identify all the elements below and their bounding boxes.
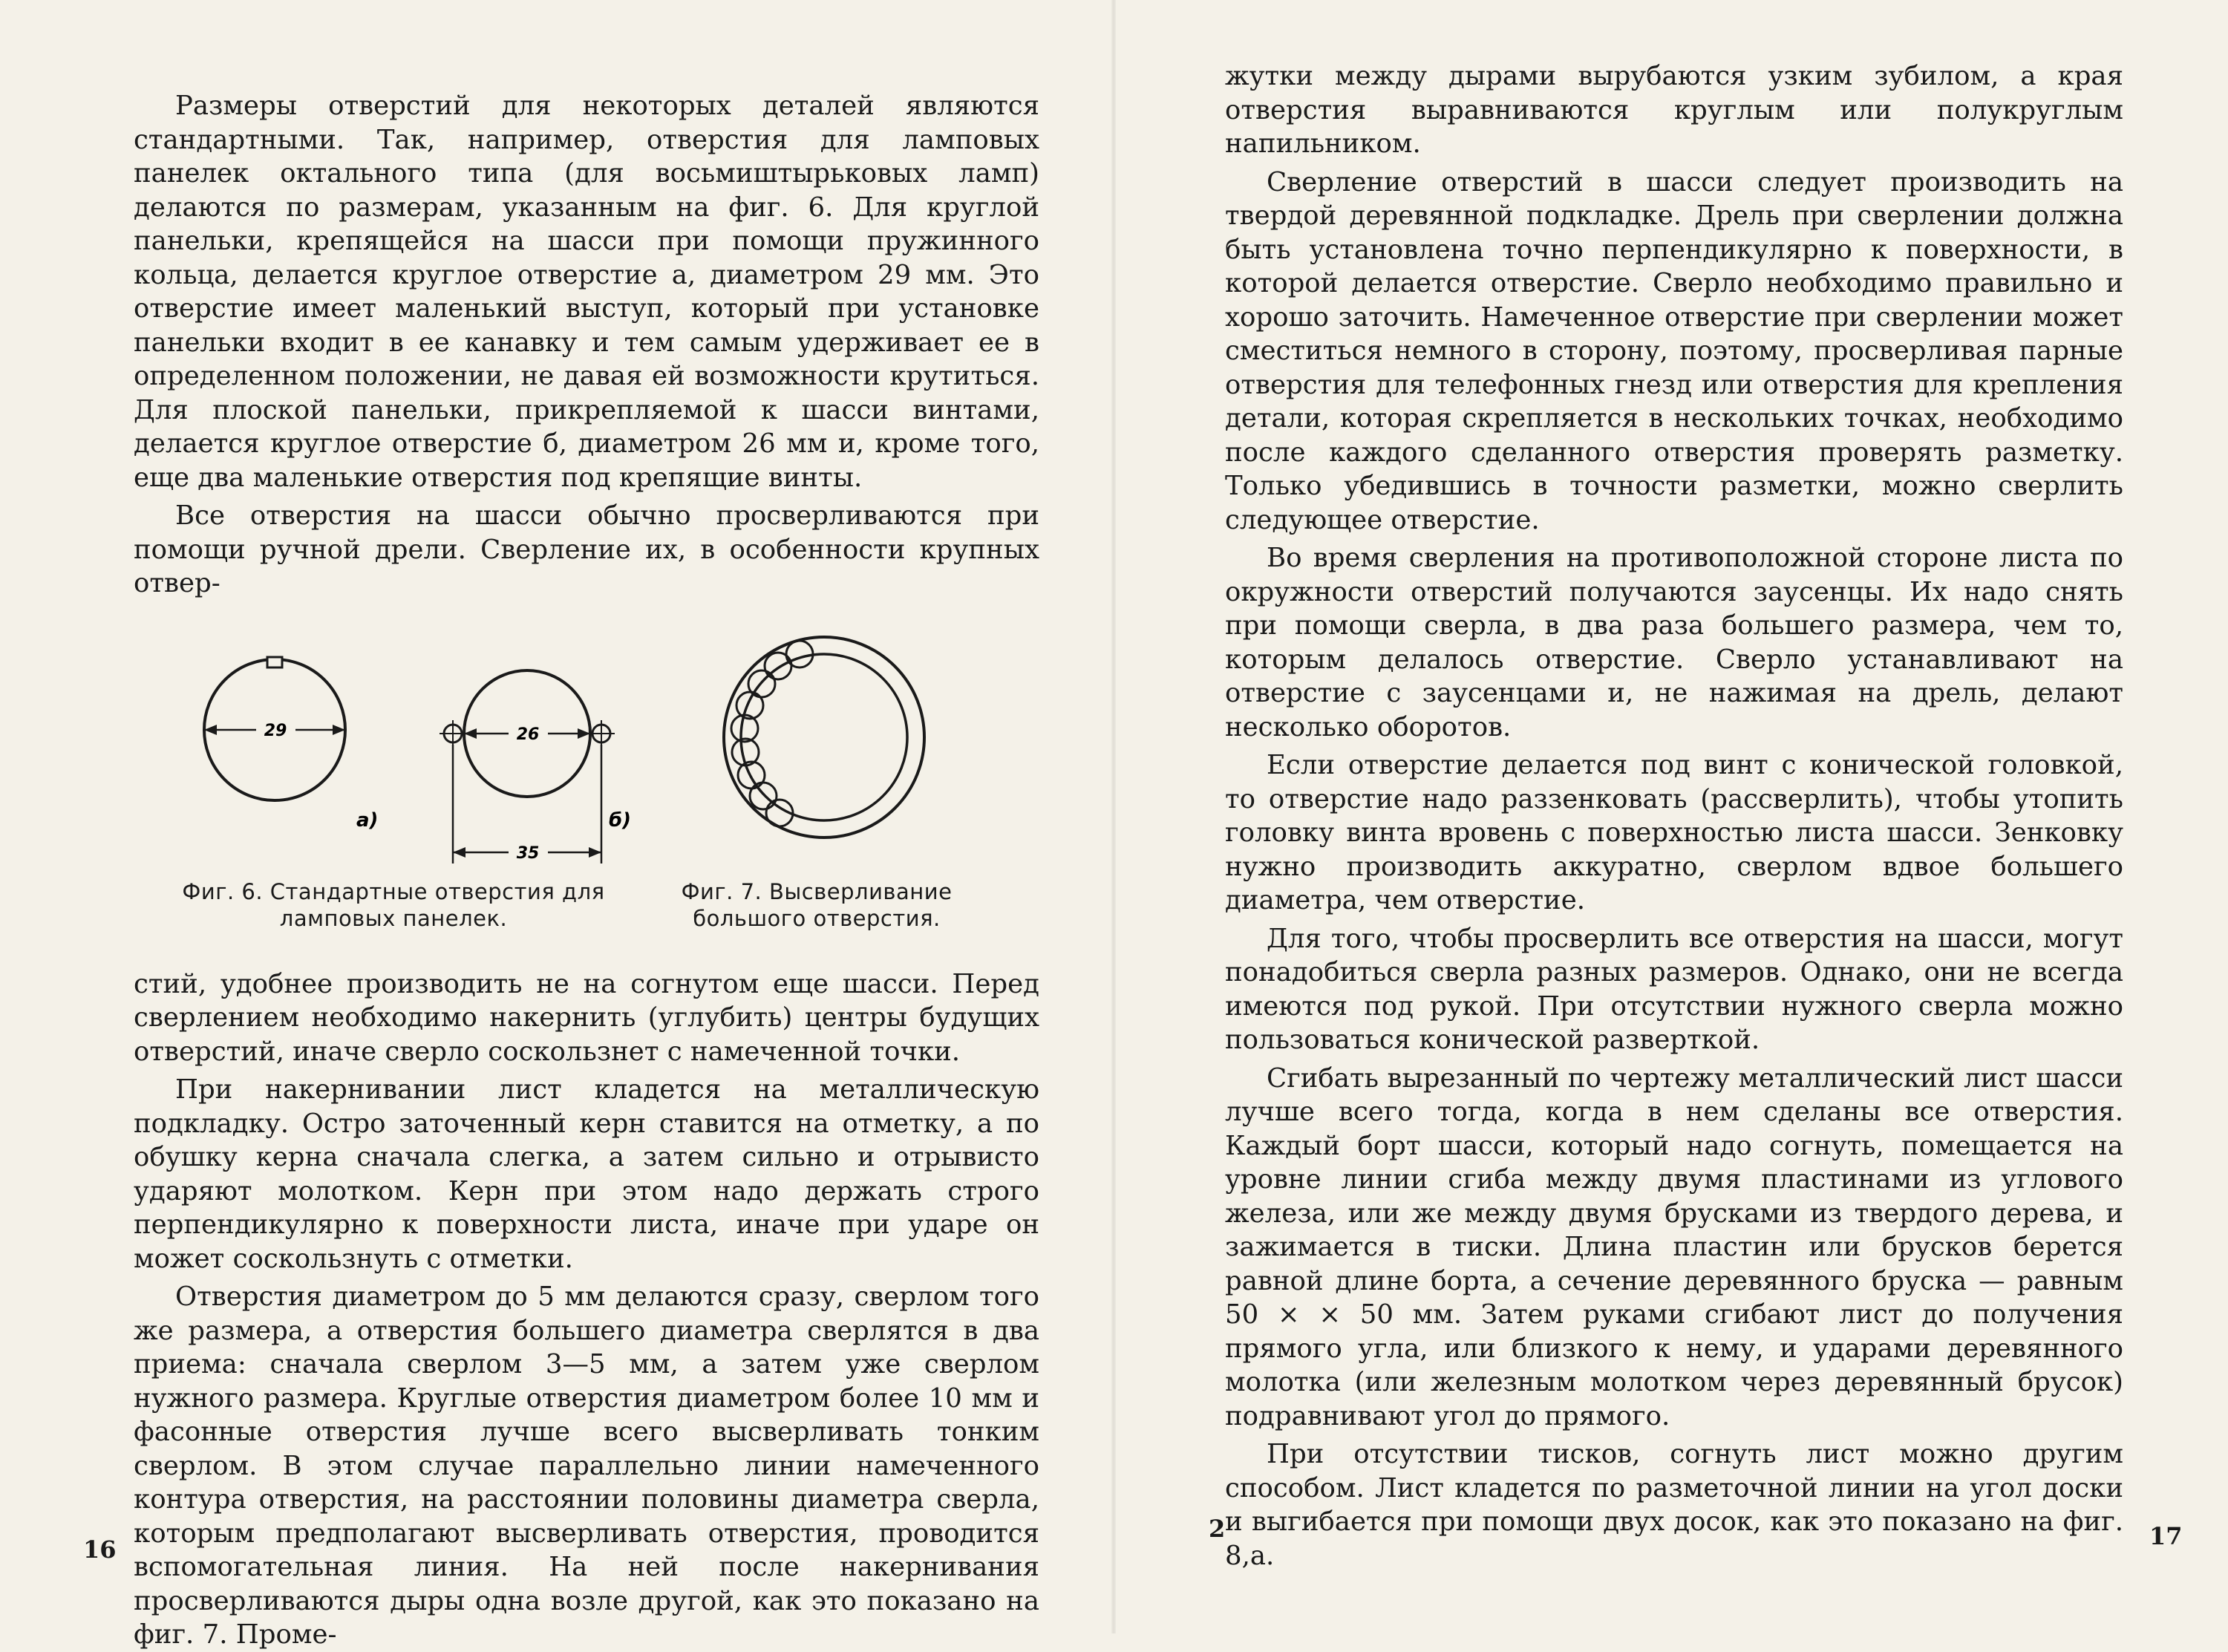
page-number-left: 16 (83, 1535, 117, 1564)
paragraph: При накернивании лист кладется на металлическую подкладку. Остро заточенный керн ставится на отметку, а по обушку керна сначала слегка, а затем сильно и отрывисто ударяют молотком. Керн при этом надо держать строго перпендикулярно к поверхности листа, иначе при ударе он может соскользнуть с отметки. (134, 1074, 1039, 1274)
fig7-caption: Фиг. 7. Высверливание большого отверстия. (681, 878, 953, 931)
fig6a-hole (204, 657, 378, 832)
paragraph: Размеры отверстий для некоторых деталей являются стандартными. Так, например, отверстия для ламповых панелек октального типа (для восьмиштырьковых ламп) делаются по размерам, указанным на фиг. 6. Для круглой панельки, крепящейся на шасси при помощи пружинного кольца, делается круглое отверстие а, диаметром 29 мм. Это отверстие имеет маленький выступ, который при установке панельки входит в ее канавку и тем самым удерживает ее в определенном положении, не давая ей возможности крутиться. Для плоской панельки, прикрепляемой к шасси винтами, делается круглое отверстие б, диаметром 26 мм и, кроме того, еще два маленькие отверстия под крепящие винты. (134, 91, 1039, 493)
paragraph: Если отверстие делается под винт с конической головкой, то отверстие надо раззенковать (рассверлить), чтобы утопить головку винта вровень с поверхностью листа шасси. Зенковку нужно производить аккуратно, сверлом вдвое большего диаметра, чем отверстие. (1225, 750, 2123, 915)
fig6b-label: б) (609, 809, 632, 832)
paragraph: жутки между дырами вырубаются узким зубилом, а края отверстия выравниваются круглым или полукруглым напильником. (1225, 61, 2123, 159)
paragraph: Отверстия диаметром до 5 мм делаются сразу, сверлом того же размера, а отверстия большего диаметра сверлятся в два приема: сначала сверлом 3—5 мм, а затем уже сверлом нужного размера. Круглые отверстия диаметром более 10 мм и фасонные отверстия лучше всего высверливать тонким сверлом. В этом случае параллельно линии намеченного контура отверстия, на расстоянии половины диаметра сверла, которым предполагают высверливать отверстия, проводится вспомогательная линия. На ней после накернивания просверливаются дыры одна возле другой, как это показано на фиг. 7. Проме- (134, 1282, 1039, 1650)
signature-mark: 2 (1209, 1515, 1226, 1543)
right-page (1114, 0, 2228, 1633)
paragraph: Сгибать вырезанный по чертежу металлический лист шасси лучше всего тогда, когда в нем сделаны все отверстия. Каждый борт шасси, который надо согнуть, помещается на уровне линии сгиба между двумя пластинами из углового железа, или же между двумя брусками из твердого дерева, и зажимается в тиски. Длина пластин или брусков берется равной длине борта, а сечение деревянного бруска — равным 50 × × 50 мм. Затем руками сгибают лист до получения прямого угла, или близкого к нему, и ударами деревянного молотка (или железным молотком через деревянный брусок) подравнивают угол до прямого. (1225, 1062, 2123, 1431)
paragraph: Сверление отверстий в шасси следует производить на твердой деревянной подкладке. Дрель при сверлении должна быть установлена точно перпендикулярно к поверхности, в которой делается отверстие. Сверло необходимо правильно и хорошо заточить. Намеченное отверстие при сверлении может сместиться немного в сторону, поэтому, просверливая парные отверстия для телефонных гнезд или отверстия для крепления детали, которая скрепляется в нескольких точках, необходимо после каждого сделанного отверстия проверять разметку. Только убедившись в точности разметки, можно сверлить следующее отверстие. (1225, 166, 2123, 535)
paragraph: Все отверстия на шасси обычно просверливаются при помощи ручной дрели. Сверление их, в особенности крупных отвер- (134, 500, 1039, 598)
dimension-26: 26 (516, 725, 540, 744)
left-page (0, 0, 1114, 1650)
paragraph: Во время сверления на противоположной стороне листа по окружности отверстий получаются заусенцы. Их надо снять при помощи сверла, в два раза большего размера, чем то, которым делалось отверстие. Сверло устанавливают на отверстие с заусенцами и, не нажимая на дрель, делают несколько оборотов. (1225, 543, 2123, 742)
paragraph: стий, удобнее производить не на согнутом еще шасси. Перед сверлением необходимо накернить (углубить) центры будущих отверстий, иначе сверло соскользнет с намеченной точки. (134, 968, 1039, 1067)
dimension-29: 29 (264, 721, 287, 740)
page-number-right: 17 (2149, 1522, 2183, 1550)
paragraph: Для того, чтобы просверлить все отверстия на шасси, могут понадобиться сверла разных размеров. Однако, они не всегда имеются под рукой. При отсутствии нужного сверла можно пользоваться конической разверткой. (1225, 923, 2123, 1055)
dimension-35: 35 (516, 843, 540, 863)
fig6-caption: Фиг. 6. Стандартные отверстия для ламповых панелек. (182, 878, 605, 931)
fig6a-label: а) (356, 809, 379, 832)
figures-block (134, 611, 1039, 960)
fig7-drilling (724, 637, 924, 838)
fig6b-hole (440, 670, 631, 863)
paragraph: При отсутствии тисков, согнуть лист можно другим способом. Лист кладется по разметочной линии на угол доски и выгибается при помощи двух досок, как это показано на фиг. 8,а. (1225, 1439, 2123, 1571)
figures-drawing (134, 611, 1039, 878)
